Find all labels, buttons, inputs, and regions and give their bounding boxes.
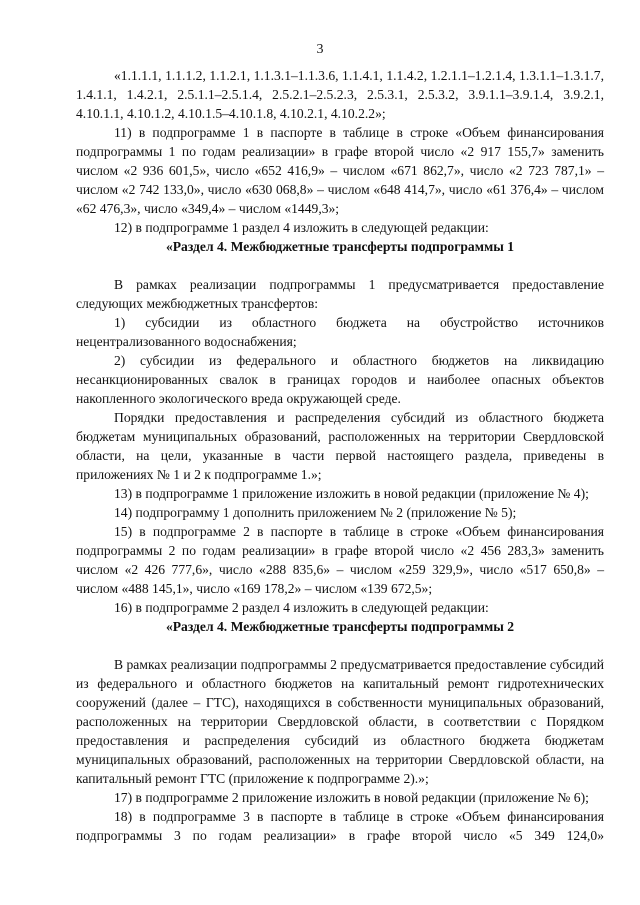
- paragraph-14: 14) подпрограмму 1 дополнить приложением № 2 (приложение № 5);: [114, 505, 517, 520]
- section-heading-subprogram-1: «Раздел 4. Межбюджетные трансферты подпрограммы 1: [165, 239, 515, 254]
- page-number: 3: [316, 42, 324, 57]
- paragraph-13: 13) в подпрограмме 1 приложение изложить в новой редакции (приложение № 4);: [114, 486, 589, 501]
- section-1-item-1: 1) субсидии из областного бюджета на обустройство источников нецентрализованного водоснабжения;: [76, 315, 604, 349]
- blank-line: [76, 256, 604, 275]
- blank-line: [76, 636, 604, 655]
- paragraph-item-list-continuation: «1.1.1.1, 1.1.1.2, 1.1.2.1, 1.1.3.1–1.1.3.6, 1.1.4.1, 1.1.4.2, 1.2.1.1–1.2.1.4, 1.3.1.1–1.3.1.7, 1.4.1.1, 1.4.2.1, 2.5.1.1–2.5.1.4, 2.5.2.1–2.5.2.3, 2.5.3.1, 2.5.3.2, 3.9.1.1–3.9.1.4, 3.9.2.1, 4.10.1.1, 4.10.1.2, 4.10.1.5–4.10.1.8, 4.10.2.1, 4.10.2.2»;: [76, 68, 604, 121]
- section-heading-subprogram-2: «Раздел 4. Межбюджетные трансферты подпрограммы 2: [165, 619, 515, 634]
- paragraph-11: 11) в подпрограмме 1 в паспорте в таблице в строке «Объем финансирования подпрограммы 1 по годам реализации» в графе второй число «2 917 155,7» заменить числом «2 936 601,5», число «652 416,9» – числом «671 862,7», число «2 723 787,1» – числом «2 742 133,0», число «630 068,8» – числом «648 414,7», число «61 376,4» – числом «62 476,3», число «349,4» – числом «1449,3»;: [76, 125, 604, 216]
- paragraph-18: 18) в подпрограмме 3 в паспорте в таблице в строке «Объем финансирования подпрограммы 3 по годам реализации» в графе второй число «5 349 124,0»: [76, 809, 604, 843]
- section-1-intro: В рамках реализации подпрограммы 1 предусматривается предоставление следующих межбюджетных трансфертов:: [76, 277, 604, 311]
- paragraph-12: 12) в подпрограмме 1 раздел 4 изложить в следующей редакции:: [114, 220, 489, 235]
- section-1-item-2: 2) субсидии из федерального и областного бюджетов на ликвидацию несанкционированных свалок в границах городов и наиболее опасных объектов накопленного экологического вреда окружающей среде.: [76, 353, 604, 406]
- section-1-procedures: Порядки предоставления и распределения субсидий из областного бюджета бюджетам муниципальных образований, расположенных на территории Свердловской области, на цели, указанные в части первой настоящего раздела, приведены в приложениях № 1 и 2 к подпрограмме 1.»;: [76, 410, 604, 482]
- paragraph-16: 16) в подпрограмме 2 раздел 4 изложить в следующей редакции:: [114, 600, 489, 615]
- paragraph-15: 15) в подпрограмме 2 в паспорте в таблице в строке «Объем финансирования подпрограммы 2 по годам реализации» в графе второй число «2 456 283,3» заменить числом «2 426 777,6», число «288 835,6» – числом «259 329,9», число «517 650,8» – числом «488 145,1», число «169 178,2» – числом «139 672,5»;: [76, 524, 604, 596]
- paragraph-17: 17) в подпрограмме 2 приложение изложить в новой редакции (приложение № 6);: [114, 790, 589, 805]
- document-body: [76, 66, 604, 845]
- section-2-text: В рамках реализации подпрограммы 2 предусматривается предоставление субсидий из федерального и областного бюджетов на капитальный ремонт гидротехнических сооружений (далее – ГТС), находящихся в собственности муниципальных образований, расположенных на территории Свердловской области, в соответствии с Порядком предоставления и распределения субсидий из областного бюджета бюджетам муниципальных образований, расположенных на территории Свердловской области, на капитальный ремонт ГТС (приложение к подпрограмме 2).»;: [76, 657, 604, 786]
